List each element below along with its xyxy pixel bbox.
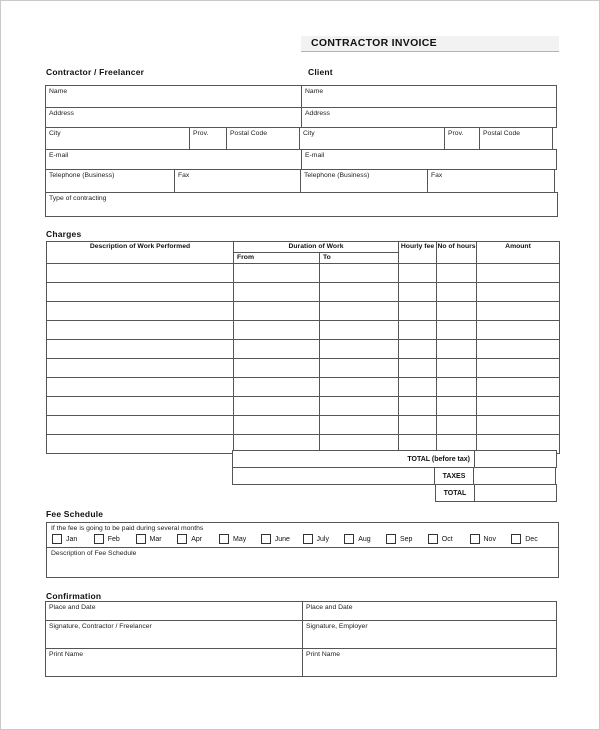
taxes-value[interactable] <box>473 467 556 485</box>
total-row <box>436 484 557 502</box>
charge-cell[interactable] <box>320 416 399 435</box>
charge-cell[interactable] <box>399 397 437 416</box>
charge-row <box>47 359 560 378</box>
charge-cell[interactable] <box>399 378 437 397</box>
charge-cell[interactable] <box>399 340 437 359</box>
taxes-row <box>233 467 556 485</box>
charge-cell[interactable] <box>47 378 234 397</box>
charge-cell[interactable] <box>437 302 477 321</box>
charge-row <box>47 340 560 359</box>
contractor-signature-field[interactable]: Signature, Contractor / Freelancer <box>45 620 303 649</box>
charges-body <box>47 264 560 454</box>
charge-cell[interactable] <box>234 264 320 283</box>
charge-cell[interactable] <box>47 283 234 302</box>
charge-cell[interactable] <box>234 321 320 340</box>
charge-cell[interactable] <box>320 264 399 283</box>
month-july-checkbox[interactable] <box>303 534 313 544</box>
charge-cell[interactable] <box>47 416 234 435</box>
parties-form <box>46 86 559 217</box>
contractor-place-date-field[interactable]: Place and Date <box>45 601 303 621</box>
month-july <box>303 534 345 544</box>
client-name-field[interactable]: Name <box>301 85 557 108</box>
charge-cell[interactable] <box>477 416 560 435</box>
month-sep <box>386 534 428 544</box>
client-section-heading: Client <box>308 67 333 77</box>
fee-description-box[interactable] <box>46 547 559 578</box>
contractor-prov-field[interactable]: Prov. <box>189 127 227 150</box>
month-mar-label: Mar <box>149 535 162 543</box>
charge-cell[interactable] <box>399 264 437 283</box>
month-june-checkbox[interactable] <box>261 534 271 544</box>
charge-cell[interactable] <box>437 397 477 416</box>
charge-cell[interactable] <box>437 378 477 397</box>
client-fax-field[interactable]: Fax <box>427 169 555 193</box>
month-apr <box>177 534 219 544</box>
charge-cell[interactable] <box>320 321 399 340</box>
charge-cell[interactable] <box>320 378 399 397</box>
employer-place-date-field[interactable]: Place and Date <box>302 601 557 621</box>
confirmation-form <box>46 602 559 677</box>
place-date-row <box>46 602 559 621</box>
client-address-field[interactable]: Address <box>301 107 557 128</box>
col-amount-header: Amount <box>477 242 560 264</box>
month-nov-label: Nov <box>483 535 496 543</box>
type-of-contracting-field[interactable]: Type of contracting <box>45 192 558 217</box>
name-row <box>46 86 559 108</box>
month-nov <box>470 534 512 544</box>
col-hourly-fee-header: Hourly fee <box>399 242 437 264</box>
month-sep-checkbox[interactable] <box>386 534 396 544</box>
charge-cell[interactable] <box>477 264 560 283</box>
charges-header <box>47 242 560 264</box>
charge-cell[interactable] <box>234 397 320 416</box>
contractor-section-heading: Contractor / Freelancer <box>46 67 145 77</box>
total-label: TOTAL <box>435 484 475 502</box>
total-before-tax-row <box>233 450 557 468</box>
month-feb <box>94 534 136 544</box>
contractor-name-field[interactable]: Name <box>45 85 302 108</box>
charge-cell[interactable] <box>477 302 560 321</box>
month-oct-label: Oct <box>441 535 453 543</box>
fee-months-box <box>46 522 559 548</box>
charge-cell[interactable] <box>234 378 320 397</box>
months-row <box>47 532 558 544</box>
month-dec-label: Dec <box>525 535 538 543</box>
charge-cell[interactable] <box>47 264 234 283</box>
charge-cell[interactable] <box>320 359 399 378</box>
month-apr-label: Apr <box>191 535 203 543</box>
month-feb-label: Feb <box>107 535 120 543</box>
client-postal-field[interactable]: Postal Code <box>479 127 553 150</box>
month-jan-label: Jan <box>66 535 78 543</box>
month-jan-checkbox[interactable] <box>52 534 62 544</box>
col-duration-header: Duration of Work <box>234 242 399 253</box>
month-nov-checkbox[interactable] <box>470 534 480 544</box>
client-phone-field[interactable]: Telephone (Business) <box>300 169 428 193</box>
total-value[interactable] <box>474 484 557 502</box>
confirmation-section-heading: Confirmation <box>46 591 102 601</box>
month-july-label: July <box>316 535 329 543</box>
month-june-label: June <box>274 535 290 543</box>
month-mar <box>136 534 178 544</box>
charge-cell[interactable] <box>399 302 437 321</box>
month-sep-label: Sep <box>400 535 413 543</box>
charge-cell[interactable] <box>234 302 320 321</box>
page-title: CONTRACTOR INVOICE <box>301 36 559 52</box>
col-from-header: From <box>234 253 320 264</box>
charge-cell[interactable] <box>47 340 234 359</box>
charge-cell[interactable] <box>477 359 560 378</box>
employer-signature-field[interactable]: Signature, Employer <box>302 620 557 649</box>
charge-cell[interactable] <box>437 416 477 435</box>
month-oct-checkbox[interactable] <box>428 534 438 544</box>
charge-cell[interactable] <box>399 359 437 378</box>
charge-cell[interactable] <box>320 340 399 359</box>
charge-cell[interactable] <box>437 264 477 283</box>
col-description-header: Description of Work Performed <box>47 242 234 264</box>
employer-print-name-field[interactable]: Print Name <box>302 648 557 677</box>
taxes-spacer-cell <box>232 467 435 485</box>
total-before-tax-value[interactable] <box>474 450 557 468</box>
month-dec <box>511 534 553 544</box>
charge-row <box>47 302 560 321</box>
charge-cell[interactable] <box>399 283 437 302</box>
total-before-tax-label: TOTAL (before tax) <box>232 450 475 468</box>
month-aug-checkbox[interactable] <box>344 534 354 544</box>
phone-row <box>46 170 559 193</box>
address-row <box>46 108 559 128</box>
charge-row <box>47 378 560 397</box>
contractor-postal-field[interactable]: Postal Code <box>226 127 300 150</box>
client-email-field[interactable]: E-mail <box>301 149 557 170</box>
contractor-city-field[interactable]: City <box>45 127 190 150</box>
charge-cell[interactable] <box>477 340 560 359</box>
month-jan <box>52 534 94 544</box>
charge-cell[interactable] <box>234 359 320 378</box>
charge-cell[interactable] <box>234 416 320 435</box>
month-may-label: May <box>233 535 247 543</box>
month-dec-checkbox[interactable] <box>511 534 521 544</box>
contractor-fax-field[interactable]: Fax <box>174 169 301 193</box>
contractor-print-name-field[interactable]: Print Name <box>45 648 303 677</box>
month-aug <box>344 534 386 544</box>
charge-cell[interactable] <box>47 359 234 378</box>
fee-schedule-section-heading: Fee Schedule <box>46 509 104 519</box>
charge-cell[interactable] <box>477 397 560 416</box>
city-row <box>46 128 559 150</box>
charge-cell[interactable] <box>320 283 399 302</box>
charge-cell[interactable] <box>477 283 560 302</box>
print-name-row <box>46 649 559 677</box>
charge-row <box>47 264 560 283</box>
signature-row <box>46 621 559 649</box>
taxes-label: TAXES <box>434 467 474 485</box>
charge-cell[interactable] <box>437 321 477 340</box>
charge-cell[interactable] <box>399 321 437 340</box>
charge-cell[interactable] <box>437 340 477 359</box>
month-aug-label: Aug <box>358 535 371 543</box>
charge-cell[interactable] <box>47 302 234 321</box>
client-city-field[interactable]: City <box>299 127 445 150</box>
month-may <box>219 534 261 544</box>
fee-schedule-note: If the fee is going to be paid during several months <box>51 525 204 532</box>
month-feb-checkbox[interactable] <box>94 534 104 544</box>
month-mar-checkbox[interactable] <box>136 534 146 544</box>
client-prov-field[interactable]: Prov. <box>444 127 480 150</box>
email-row <box>46 150 559 170</box>
month-oct <box>428 534 470 544</box>
contractor-address-field[interactable]: Address <box>45 107 302 128</box>
type-of-contracting-row <box>46 193 559 217</box>
charge-cell[interactable] <box>47 435 234 454</box>
charge-cell[interactable] <box>437 359 477 378</box>
month-june <box>261 534 303 544</box>
month-may-checkbox[interactable] <box>219 534 229 544</box>
charges-section-heading: Charges <box>46 229 82 239</box>
charge-cell[interactable] <box>47 397 234 416</box>
charge-row <box>47 397 560 416</box>
charge-cell[interactable] <box>437 283 477 302</box>
charge-row <box>47 283 560 302</box>
fee-description-label: Description of Fee Schedule <box>51 550 137 557</box>
charge-cell[interactable] <box>234 340 320 359</box>
charge-cell[interactable] <box>399 416 437 435</box>
contractor-phone-field[interactable]: Telephone (Business) <box>45 169 175 193</box>
charge-cell[interactable] <box>320 397 399 416</box>
col-to-header: To <box>320 253 399 264</box>
charge-cell[interactable] <box>477 378 560 397</box>
charge-cell[interactable] <box>234 283 320 302</box>
charges-table <box>46 241 560 454</box>
charge-cell[interactable] <box>477 321 560 340</box>
charge-row <box>47 321 560 340</box>
contractor-email-field[interactable]: E-mail <box>45 149 302 170</box>
col-no-of-hours-header: No of hours <box>437 242 477 264</box>
charge-cell[interactable] <box>320 302 399 321</box>
month-apr-checkbox[interactable] <box>177 534 187 544</box>
charge-cell[interactable] <box>47 321 234 340</box>
charge-row <box>47 416 560 435</box>
